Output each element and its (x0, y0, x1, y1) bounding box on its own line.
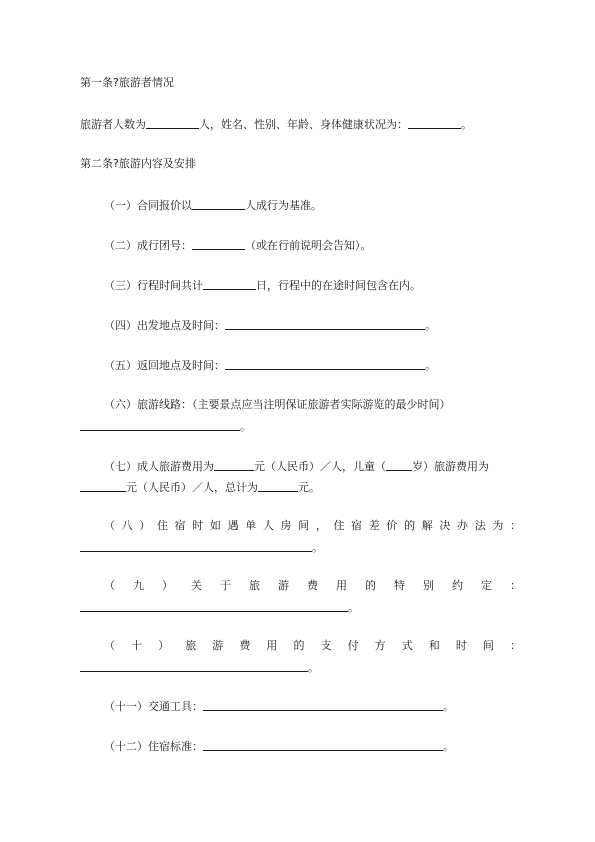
blank (80, 600, 348, 612)
blank (386, 459, 412, 471)
blank-details (408, 117, 461, 129)
item-4 (104, 318, 436, 333)
item-11 (104, 699, 454, 714)
blank (225, 358, 425, 370)
text: 日，行程中的在途时间包含在内。 (256, 279, 421, 292)
article2-heading: 第二条?旅游内容及安排 (80, 157, 196, 170)
item-6-line1: （六）旅游线路：（主要景点应当注明保证旅游者实际游览的最少时间） (104, 398, 451, 411)
text: 元。 (298, 481, 320, 494)
item-9-line2 (80, 600, 359, 615)
text: 元（人民币）／人，儿童（ (254, 460, 386, 473)
text: （十二）住宿标准： (104, 740, 203, 753)
item-10-line1: （十）旅游费用的支付方式和时间： (104, 639, 521, 652)
item-3 (104, 278, 421, 293)
item-7-line1 (104, 459, 489, 474)
text: 人成行为基准。 (245, 199, 322, 212)
text: 。 (312, 541, 323, 554)
text: 。 (348, 601, 359, 614)
text: 。 (240, 420, 251, 433)
text: （二）成行团号： (104, 239, 192, 252)
text: 旅游者人数为 (80, 118, 146, 131)
text: （五）返回地点及时间： (104, 359, 225, 372)
text: （七）成人旅游费用为 (104, 460, 214, 473)
item-6-line2 (80, 419, 251, 434)
item-2 (104, 238, 372, 253)
blank (214, 459, 254, 471)
text: 岁）旅游费用为 (412, 460, 489, 473)
text: 。 (425, 319, 436, 332)
blank (203, 739, 443, 751)
blank (258, 480, 298, 492)
text: （一）合同报价以 (104, 199, 192, 212)
article1-paragraph (80, 117, 472, 132)
text: 元（人民币）／人，总计为 (126, 481, 258, 494)
text: 。 (308, 661, 319, 674)
text: 。 (425, 359, 436, 372)
item-10-line2 (80, 660, 319, 675)
blank (225, 318, 425, 330)
item-12 (104, 739, 454, 754)
item-8-line1: （八）住宿时如遇单人房间，住宿差价的解决办法为： (104, 519, 521, 532)
item-9-line1: （九）关于旅游费用的特别约定： (104, 579, 521, 592)
item-8-line2 (80, 540, 323, 555)
article1-heading: 第一条?旅游者情况 (80, 76, 174, 89)
blank (203, 699, 443, 711)
item-5 (104, 358, 436, 373)
blank (80, 540, 312, 552)
blank (80, 419, 240, 431)
text: 人，姓名、性别、年龄、身体健康状况为： (199, 118, 408, 131)
blank (80, 480, 126, 492)
text: （或在行前说明会告知）。 (245, 239, 372, 252)
blank (192, 238, 245, 250)
blank-count (146, 117, 199, 129)
item-7-line2 (80, 480, 320, 495)
text: （十一）交通工具： (104, 700, 203, 713)
text: （四）出发地点及时间： (104, 319, 225, 332)
blank (203, 278, 256, 290)
blank (80, 660, 308, 672)
item-1 (104, 198, 322, 213)
blank (192, 198, 245, 210)
text: 。 (461, 118, 472, 131)
text: 。 (443, 700, 454, 713)
text: （三）行程时间共计 (104, 279, 203, 292)
text: 。 (443, 740, 454, 753)
